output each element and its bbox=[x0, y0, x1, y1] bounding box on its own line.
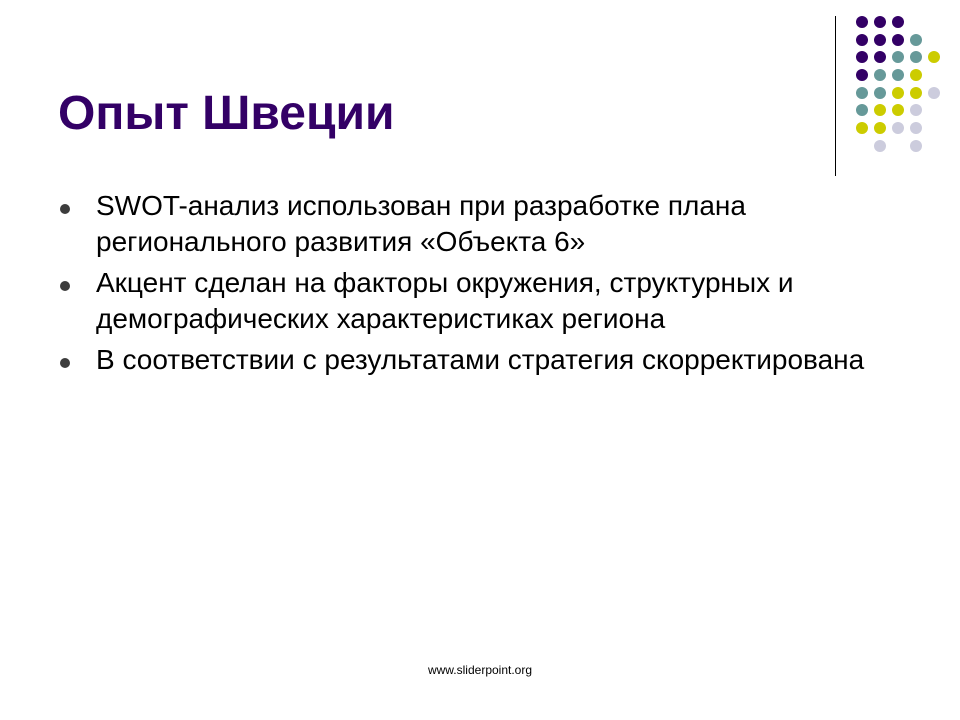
bullet-dot-icon bbox=[60, 204, 70, 214]
vertical-divider bbox=[835, 16, 836, 176]
decor-dot bbox=[874, 69, 886, 81]
decor-dot bbox=[892, 51, 904, 63]
decor-dot bbox=[910, 140, 922, 152]
decor-dot bbox=[910, 104, 922, 116]
decor-dot bbox=[874, 104, 886, 116]
footer-url: www.sliderpoint.org bbox=[427, 663, 533, 677]
decor-dot bbox=[910, 34, 922, 46]
decor-dot bbox=[892, 122, 904, 134]
decor-dot bbox=[874, 122, 886, 134]
bullet-item bbox=[58, 188, 918, 260]
slide-title: Опыт Швеции bbox=[58, 87, 395, 140]
bullet-item bbox=[58, 265, 918, 337]
decor-dot bbox=[910, 51, 922, 63]
decor-dot bbox=[892, 34, 904, 46]
decor-dot bbox=[856, 16, 868, 28]
bullet-text: Акцент сделан на факторы окружения, структурных и демографических характеристиках региона bbox=[96, 267, 794, 334]
decor-dot bbox=[910, 69, 922, 81]
decor-dot bbox=[856, 87, 868, 99]
decor-dot bbox=[892, 69, 904, 81]
bullet-dot-icon bbox=[60, 281, 70, 291]
decor-dot bbox=[856, 104, 868, 116]
decor-dot bbox=[856, 51, 868, 63]
decor-dot bbox=[892, 16, 904, 28]
bullet-text: SWOT-анализ использован при разработке плана регионального развития «Объекта 6» bbox=[96, 190, 746, 257]
decor-dot bbox=[856, 69, 868, 81]
decor-dot bbox=[910, 122, 922, 134]
decor-dot bbox=[856, 122, 868, 134]
decor-dot bbox=[874, 16, 886, 28]
bullet-text: В соответствии с результатами стратегия скорректирована bbox=[96, 344, 865, 375]
decor-dot bbox=[874, 140, 886, 152]
decor-dot bbox=[874, 87, 886, 99]
decor-dot bbox=[874, 51, 886, 63]
decor-dot bbox=[910, 87, 922, 99]
bullet-list bbox=[58, 188, 918, 383]
decor-dot bbox=[928, 87, 940, 99]
decor-dot bbox=[928, 51, 940, 63]
decor-dot bbox=[892, 104, 904, 116]
decor-dot bbox=[856, 34, 868, 46]
bullet-item bbox=[58, 342, 918, 378]
decor-dot bbox=[892, 87, 904, 99]
bullet-dot-icon bbox=[60, 358, 70, 368]
decor-dot bbox=[874, 34, 886, 46]
